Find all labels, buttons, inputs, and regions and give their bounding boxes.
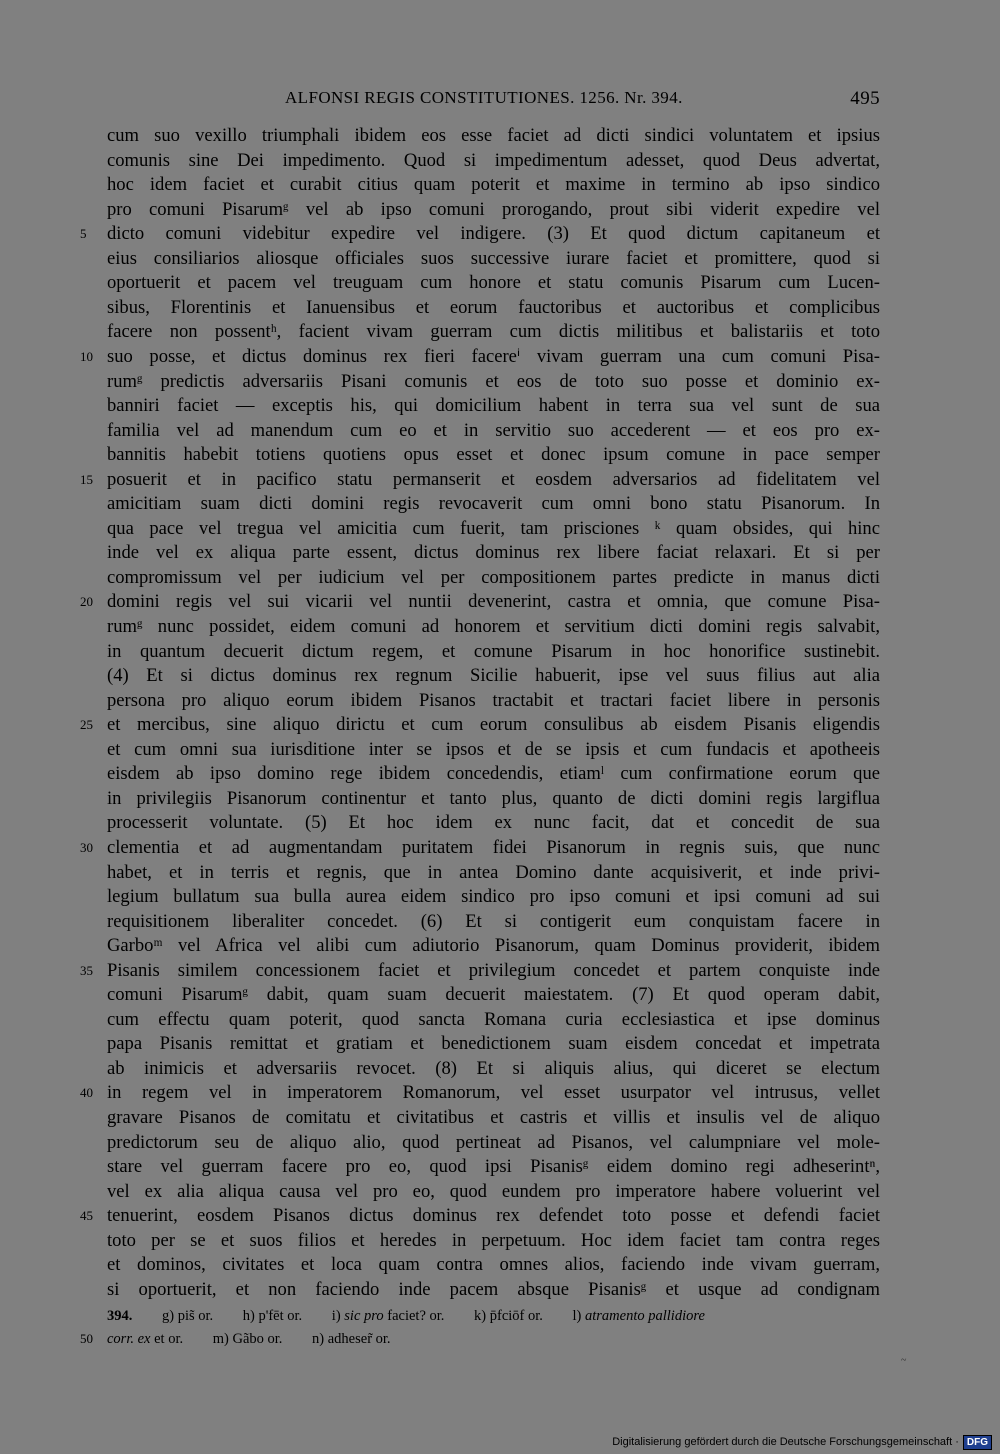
text-line: habet, et in terris et regnis, que in antea Domino dante acquisiverit, et inde privi- — [107, 862, 880, 883]
text-line: stare vel guerram facere pro eo, quod ipsi Pisanisᵍ eidem domino regi adheserintⁿ, — [107, 1156, 880, 1177]
text-line: amicitiam suam dicti domini regis revocaverit cum omni bono statu Pisanorum. In — [107, 493, 880, 514]
footnote-i-label: i) — [331, 1308, 345, 1324]
footnote-doc-number: 394. — [107, 1308, 133, 1324]
text-line: processerit voluntate. (5) Et hoc idem ex nunc facit, dat et concedit de sua — [107, 812, 880, 833]
corner-mark: ~ — [901, 1355, 907, 1366]
text-line: et mercibus, sine aliquo dirictu et cum eorum consulibus ab eisdem Pisanis eligendis — [107, 714, 880, 735]
text-line: ab inimicis et adversariis revocet. (8) Et si aliquis alius, qui diceret se electum — [107, 1058, 880, 1079]
line-number: 35 — [80, 963, 93, 978]
text-line: tenuerint, eosdem Pisanos dictus dominus rex defendet toto posse et defendi faciet — [107, 1205, 880, 1226]
digitization-footer — [612, 1434, 992, 1450]
text-line: compromissum vel per iudicium vel per compositionem partes predicte in manus dicti — [107, 567, 880, 588]
text-line: comunis sine Dei impedimento. Quod si impedimentum adesset, quod Deus advertat, — [107, 150, 880, 171]
footnote-l-cont: et or. — [150, 1331, 184, 1347]
text-line: oportuerit et pacem vel treuguam cum honore et statu comunis Pisarum cum Lucen- — [107, 272, 880, 293]
footnote-i-italic: sic pro — [344, 1308, 384, 1324]
text-line: bannitis habebit totiens quotiens opus esset et donec ipsum comune in pace semper — [107, 444, 880, 465]
line-number: 20 — [80, 594, 93, 609]
text-line: papa Pisanis remittat et gratiam et benedictionem suam eisdem concedat et impetrata — [107, 1033, 880, 1054]
text-line: cum effectu quam poterit, quod sancta Romana curia ecclesiastica et ipse dominus — [107, 1009, 880, 1030]
text-line: Pisanis similem concessionem faciet et privilegium concedet et partem conquiste inde — [107, 960, 880, 981]
digitization-note: Digitalisierung gefördert durch die Deutsche Forschungsgemeinschaft · — [612, 1436, 959, 1448]
line-number: 5 — [80, 226, 87, 241]
text-line: sibus, Florentinis et Ianuensibus et eorum fauctoribus et auctoribus et complicibus — [107, 297, 880, 318]
text-line: banniri faciet — exceptis his, qui domicilium habent in terra sua vel sunt de sua — [107, 395, 880, 416]
text-line: comuni Pisarumᵍ dabit, quam suam decuerit maiestatem. (7) Et quod operam dabit, — [107, 984, 880, 1005]
text-line: persona pro aliquo eorum ibidem Pisanos tractabit et tractari faciet libere in personis — [107, 690, 880, 711]
text-line: inde vel ex aliqua parte essent, dictus dominus rex libere faciat relaxari. Et si per — [107, 542, 880, 563]
footnote-line-number: 50 — [80, 1331, 93, 1346]
line-number: 45 — [80, 1208, 93, 1223]
line-number: 15 — [80, 472, 93, 487]
text-line: gravare Pisanos de comitatu et civitatibus et castris et villis et insulis vel de aliquo — [107, 1107, 880, 1128]
footnote-g: g) pis̃ or. — [162, 1308, 214, 1324]
text-line: suo posse, et dictus dominus rex fieri facereⁱ vivam guerram una cum comuni Pisa- — [107, 346, 880, 367]
text-line: domini regis vel sui vicarii vel nuntii devenerint, castra et omnia, que comune Pisa- — [107, 591, 880, 612]
footnote-h: h) p'fēt or. — [242, 1308, 303, 1324]
text-line: et dominos, civitates et loca quam contra omnes alios, faciendo inde vivam guerram, — [107, 1254, 880, 1275]
text-line: familia vel ad manendum cum eo et in servitio suo accederent — et eos pro ex- — [107, 420, 880, 441]
text-line: rumᵍ nunc possidet, eidem comuni ad honorem et servitium dicti domini regis salvabit, — [107, 616, 880, 637]
text-line: in regem vel in imperatorem Romanorum, vel esset usurpator vel intrusus, vellet — [107, 1082, 880, 1103]
text-line: pro comuni Pisarumᵍ vel ab ipso comuni prorogando, prout sibi viderit expedire vel — [107, 199, 880, 220]
footnote-k: k) p̄fciōf or. — [474, 1308, 543, 1324]
text-line: rumᵍ predictis adversariis Pisani comunis et eos de toto suo posse et dominio ex- — [107, 371, 880, 392]
dfg-logo: DFG — [963, 1435, 992, 1450]
text-line: si oportuerit, et non faciendo inde pacem absque Pisanisᵍ et usque ad condignam — [107, 1279, 880, 1300]
text-line: cum suo vexillo triumphali ibidem eos esse faciet ad dicti sindici voluntatem et ipsius — [107, 125, 880, 146]
text-line: requisitionem liberaliter concedet. (6) Et si contigerit eum conquistam facere in — [107, 911, 880, 932]
line-number: 30 — [80, 840, 93, 855]
footnote-l-label: l) — [572, 1308, 586, 1324]
text-line: (4) Et si dictus dominus rex regnum Sicilie habuerit, ipse vel suus filius aut alia — [107, 665, 880, 686]
text-line: posuerit et in pacifico statu permanserit et eosdem adversarios ad fidelitatem vel — [107, 469, 880, 490]
text-line: in quantum decuerit dictum regem, et comune Pisarum in hoc honorifice sustinebit. — [107, 641, 880, 662]
footnote-line-2 — [107, 1328, 880, 1350]
text-line: qua pace vel tregua vel amicitia cum fuerit, tam prisciones ᵏ quam obsides, qui hinc — [107, 518, 880, 539]
text-line: clementia et ad augmentandam puritatem fidei Pisanorum in regnis suis, que nunc — [107, 837, 880, 858]
page-number: 495 — [850, 88, 880, 109]
footnote-i-rest: faciet? or. — [383, 1308, 445, 1324]
footnote-l-italic: atramento pallidiore — [585, 1308, 705, 1324]
text-line: facere non possentʰ, facient vivam guerram cum dictis militibus et balistariis et toto — [107, 321, 880, 342]
text-line: Garboᵐ vel Africa vel alibi cum adiutorio Pisanorum, quam Dominus providerit, ibidem — [107, 935, 880, 956]
running-title: ALFONSI REGIS CONSTITUTIONES. 1256. Nr. 394. — [285, 88, 683, 107]
line-number: 10 — [80, 349, 93, 364]
text-line: hoc idem faciet et curabit citius quam poterit et maxime in termino ab ipso sindico — [107, 174, 880, 195]
text-line: in privilegiis Pisanorum continentur et tanto plus, quanto de dicti domini regis largiflua — [107, 788, 880, 809]
footnote-n: n) adheser̃ or. — [312, 1331, 391, 1347]
text-line: eius consiliarios aliosque officiales suos successive iurare faciet et promittere, quod si — [107, 248, 880, 269]
running-header — [105, 88, 880, 112]
text-line: toto per se et suos filios et heredes in perpetuum. Hoc idem faciet tam contra reges — [107, 1230, 880, 1251]
text-line: legium bullatum sua bulla aurea eidem sindico pro ipso comuni et ipsi comuni ad sui — [107, 886, 880, 907]
text-line: et cum omni sua iurisditione inter se ipsos et de se ipsis et cum fundacis et apotheeis — [107, 739, 880, 760]
footnote-line-1 — [107, 1305, 880, 1327]
footnote-m: m) Gãbo or. — [212, 1331, 283, 1347]
text-line: dicto comuni videbitur expedire vel indigere. (3) Et quod dictum capitaneum et — [107, 223, 880, 244]
line-number: 25 — [80, 717, 93, 732]
text-line: eisdem ab ipso domino rege ibidem concedendis, etiamˡ cum confirmatione eorum que — [107, 763, 880, 784]
text-line: predictorum seu de aliquo alio, quod pertineat ad Pisanos, vel calumpniare vel mole- — [107, 1132, 880, 1153]
footnote-l-italic-cont: corr. ex — [107, 1331, 151, 1347]
text-line: vel ex alia aliqua causa vel pro eo, quod eundem pro imperatore habere voluerint vel — [107, 1181, 880, 1202]
line-number: 40 — [80, 1085, 93, 1100]
